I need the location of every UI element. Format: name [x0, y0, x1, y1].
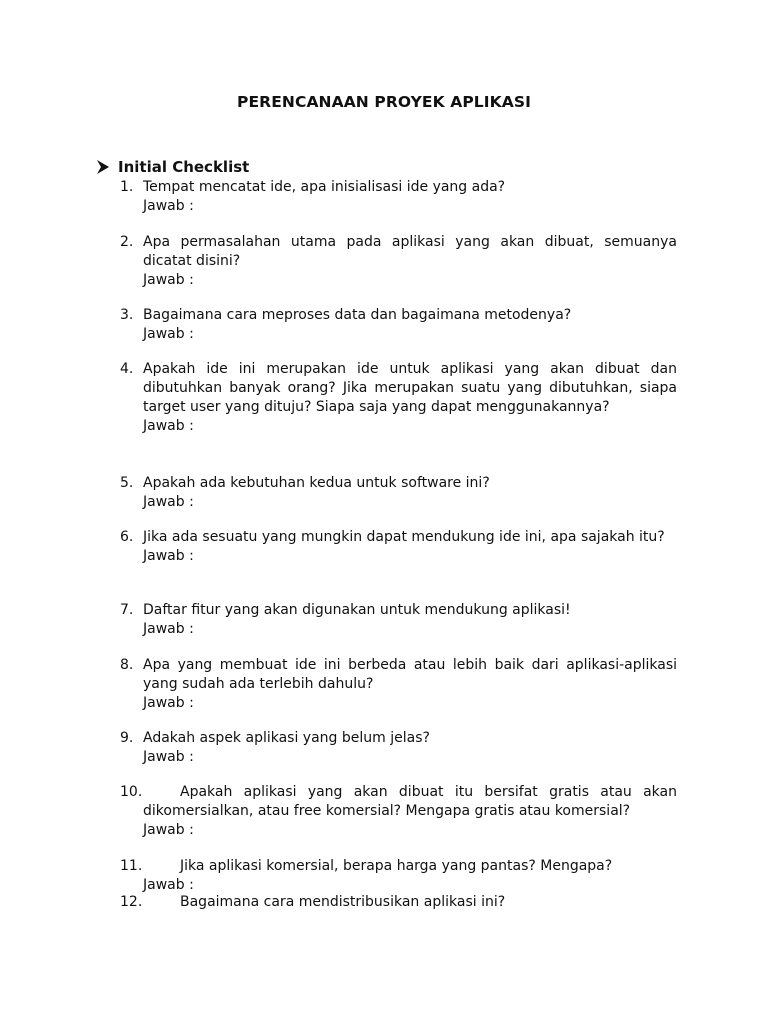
list-item	[120, 360, 677, 436]
question-text: Apakah ada kebutuhan kedua untuk software ini?	[143, 475, 490, 491]
list-item	[120, 729, 677, 767]
item-number: 12.	[120, 894, 143, 910]
list-item	[120, 601, 677, 639]
item-number: 7.	[120, 602, 134, 618]
list-item	[120, 306, 677, 344]
list-item	[120, 656, 677, 713]
question-text: Tempat mencatat ide, apa inisialisasi ide yang ada?	[143, 179, 506, 195]
list-item	[120, 857, 677, 895]
list-item	[120, 528, 677, 566]
item-number: 11.	[120, 858, 143, 874]
arrow-right-icon	[96, 159, 110, 175]
question-text: Adakah aspek aplikasi yang belum jelas?	[143, 730, 430, 746]
section-heading	[96, 158, 249, 176]
question-text: Apakah aplikasi yang akan dibuat itu bersifat gratis atau akan dikomersialkan, atau free komersial? Mengapa gratis atau komersial?	[143, 784, 677, 819]
question-text: Apakah ide ini merupakan ide untuk aplikasi yang akan dibuat dan dibutuhkan banyak orang? Jika merupakan suatu yang dibutuhkan, siapa target user yang dituju? Siapa saja yang dapat menggunakannya?	[143, 361, 677, 415]
answer-label: Jawab :	[143, 695, 194, 711]
item-number: 10.	[120, 784, 143, 800]
answer-label: Jawab :	[143, 326, 194, 342]
list-item	[120, 893, 677, 912]
question-text: Jika aplikasi komersial, berapa harga yang pantas? Mengapa?	[180, 858, 613, 874]
question-text: Apa yang membuat ide ini berbeda atau lebih baik dari aplikasi-aplikasi yang sudah ada terlebih dahulu?	[143, 657, 677, 692]
answer-label: Jawab :	[143, 621, 194, 637]
item-number: 5.	[120, 475, 134, 491]
question-text: Jika ada sesuatu yang mungkin dapat mendukung ide ini, apa sajakah itu?	[143, 529, 665, 545]
item-number: 4.	[120, 361, 134, 377]
item-number: 8.	[120, 657, 134, 673]
answer-label: Jawab :	[143, 198, 194, 214]
answer-label: Jawab :	[143, 877, 194, 893]
list-item	[120, 474, 677, 512]
question-text: Apa permasalahan utama pada aplikasi yang akan dibuat, semuanya dicatat disini?	[143, 234, 677, 269]
item-number: 9.	[120, 730, 134, 746]
answer-label: Jawab :	[143, 822, 194, 838]
question-text: Daftar fitur yang akan digunakan untuk mendukung aplikasi!	[143, 602, 571, 618]
answer-label: Jawab :	[143, 272, 194, 288]
answer-label: Jawab :	[143, 418, 194, 434]
question-text: Bagaimana cara mendistribusikan aplikasi ini?	[180, 894, 506, 910]
item-number: 3.	[120, 307, 134, 323]
item-number: 2.	[120, 234, 134, 250]
question-text: Bagaimana cara meproses data dan bagaimana metodenya?	[143, 307, 572, 323]
list-item	[120, 233, 677, 290]
item-number: 6.	[120, 529, 134, 545]
item-number: 1.	[120, 179, 134, 195]
document-title: PERENCANAAN PROYEK APLIKASI	[237, 93, 531, 111]
answer-label: Jawab :	[143, 749, 194, 765]
answer-label: Jawab :	[143, 494, 194, 510]
section-heading-text: Initial Checklist	[118, 158, 250, 176]
answer-label: Jawab :	[143, 548, 194, 564]
list-item	[120, 783, 677, 840]
list-item	[120, 178, 677, 216]
